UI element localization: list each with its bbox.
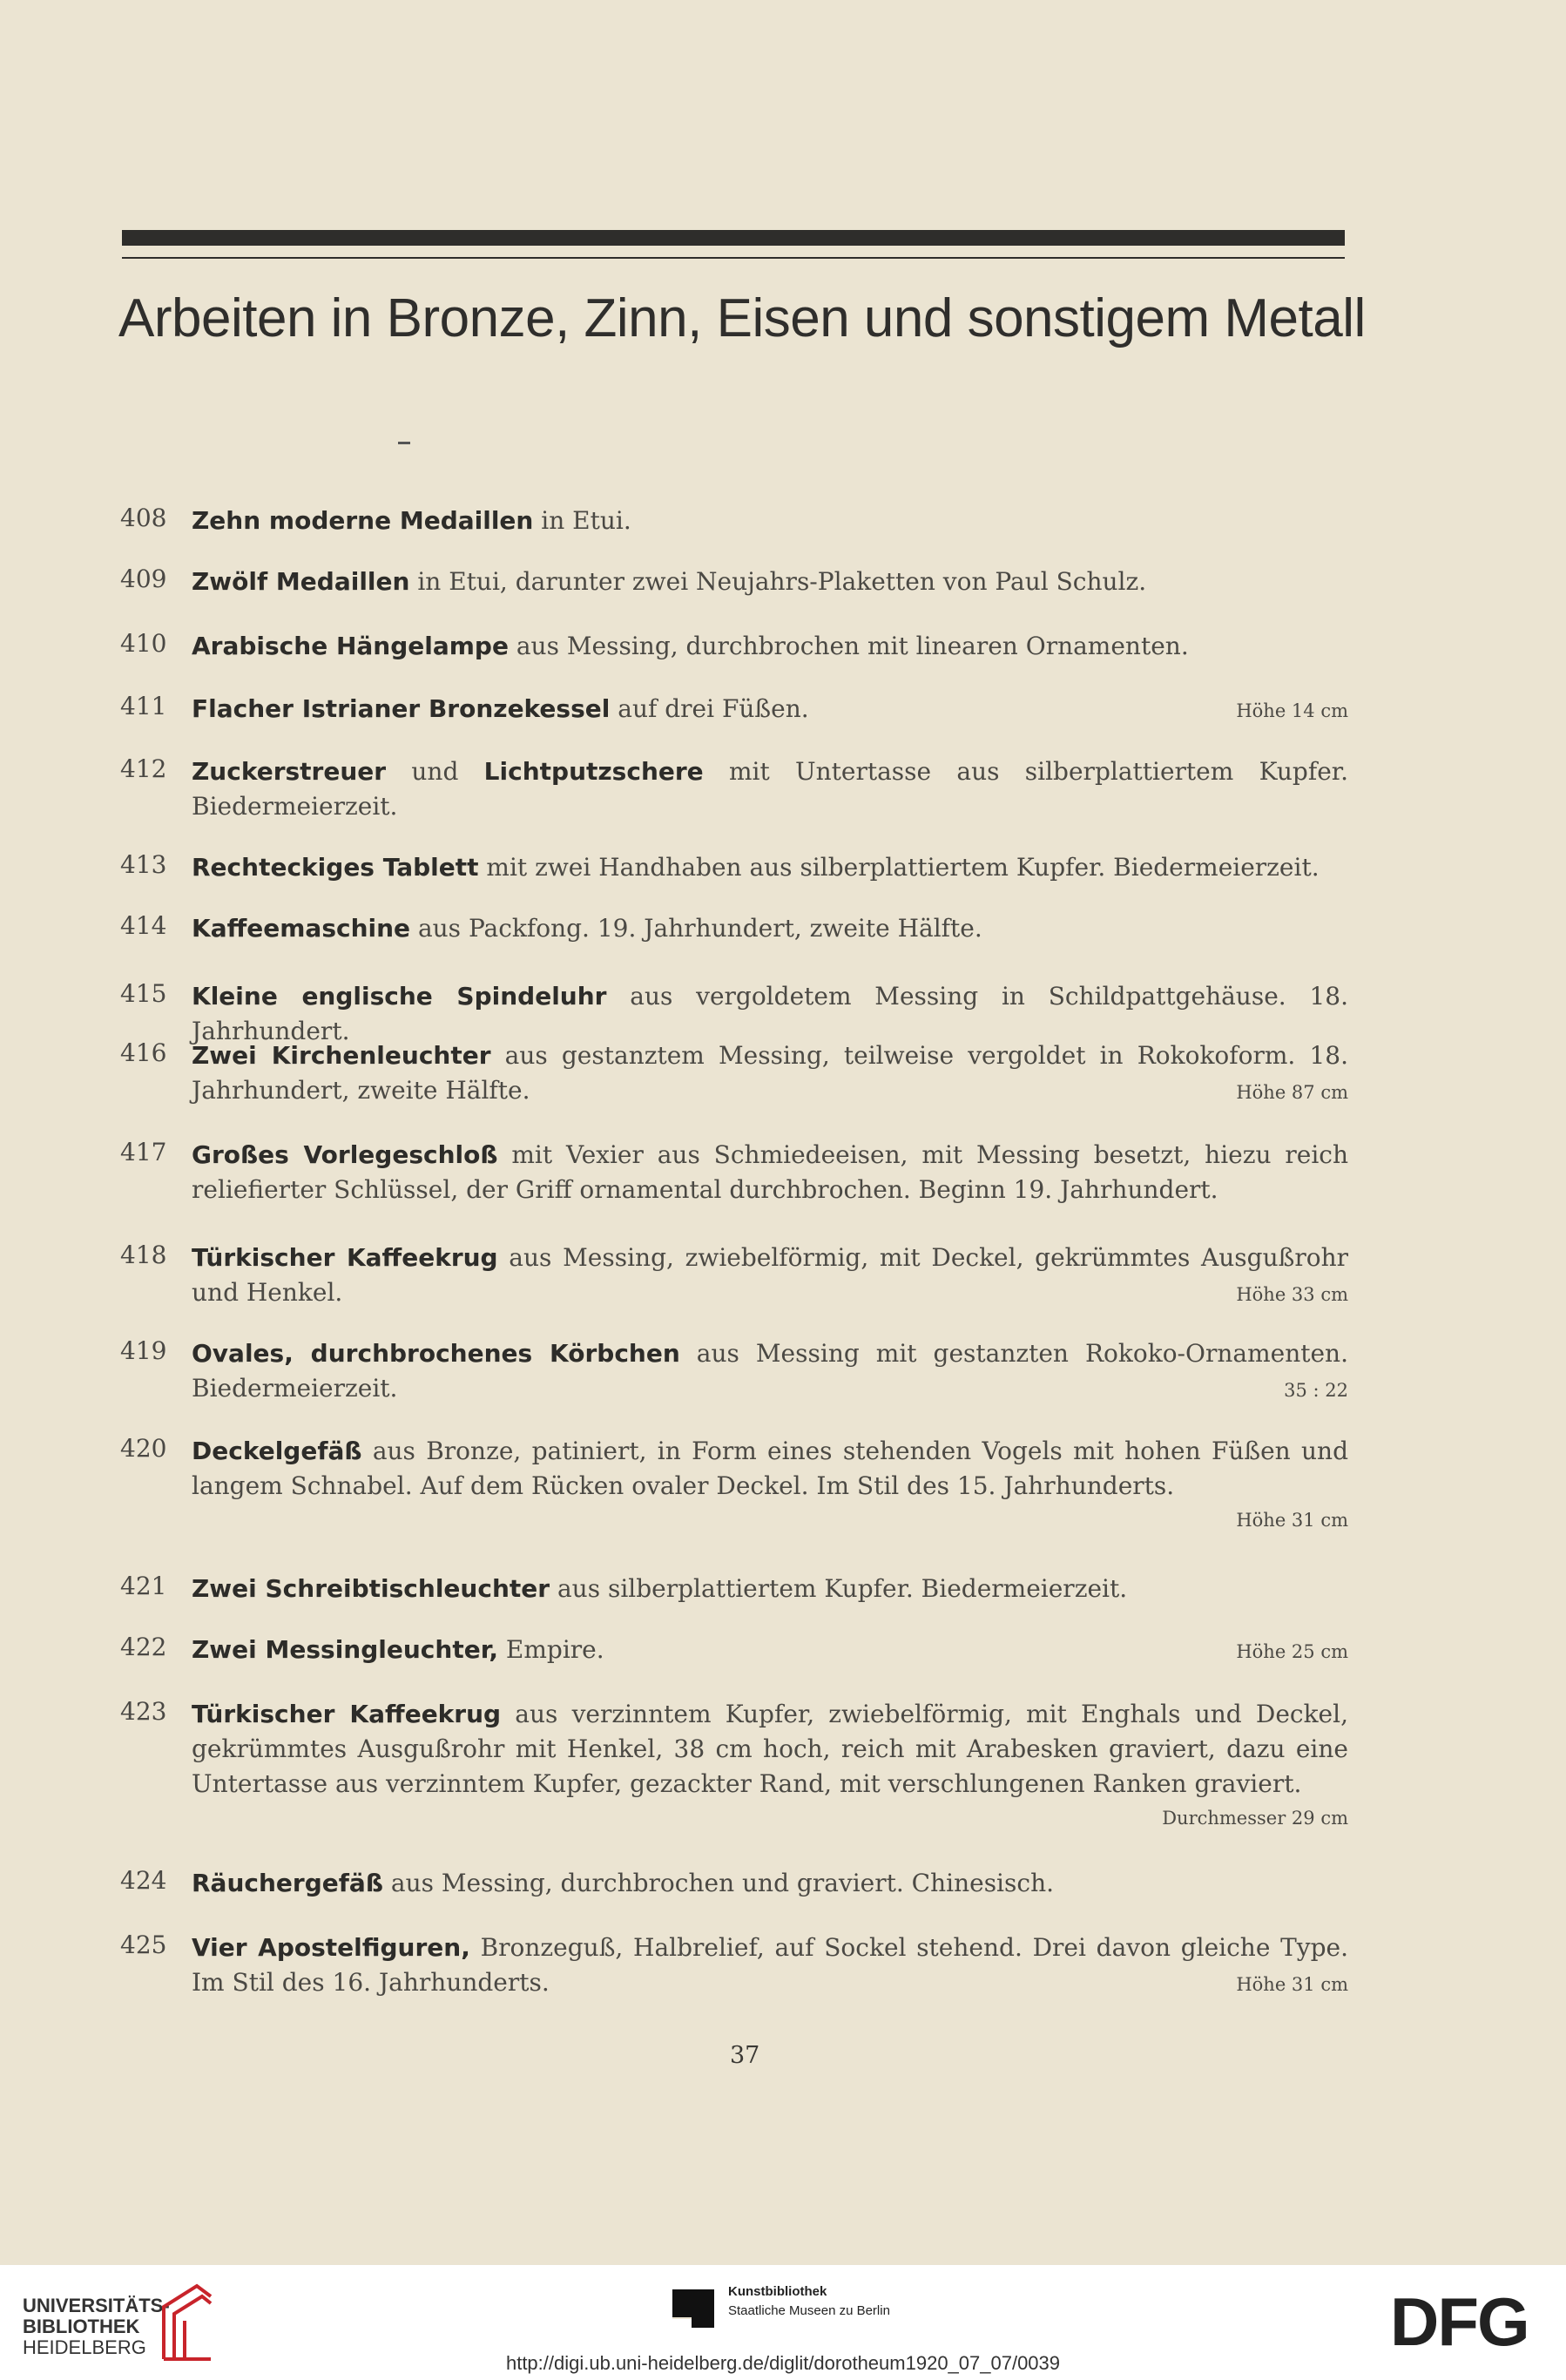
- lot-number: 418: [120, 1241, 167, 1269]
- lot-title: Türkischer Kaffeekrug: [192, 1700, 502, 1728]
- lot-description: aus vergoldetem Messing in Schildpattgehäuse. 18. Jahrhundert.: [192, 982, 1348, 1045]
- lot-description: aus Messing, zwiebelförmig, mit Deckel, gekrümmtes Ausgußrohr und Henkel.: [192, 1243, 1348, 1307]
- lot-description: aus Bronze, patiniert, in Form eines stehenden Vogels mit hohen Füßen und langem Schnabel. Auf dem Rücken ovaler Deckel. Im Stil des 15. Jahrhunderts.: [192, 1437, 1348, 1500]
- ub-line: UNIVERSITÄTS-: [23, 2295, 170, 2316]
- lot-number: 416: [120, 1038, 167, 1067]
- lot-number: 424: [120, 1866, 167, 1895]
- catalog-entry: [120, 1697, 1348, 1835]
- lot-title: Kaffeemaschine: [192, 914, 411, 943]
- ub-line: BIBLIOTHEK: [23, 2316, 140, 2337]
- lot-description: aus Packfong. 19. Jahrhundert, zweite Hälfte.: [410, 914, 982, 943]
- lot-number: 411: [120, 692, 167, 720]
- dfg-logo[interactable]: DFG: [1390, 2283, 1529, 2360]
- page-number: 37: [730, 2042, 760, 2069]
- lot-number: 409: [120, 565, 167, 593]
- lot-title: Kleine englische Spindeluhr: [192, 982, 607, 1011]
- lot-title: Räuchergefäß: [192, 1869, 383, 1897]
- lot-description: mit zwei Handhaben aus silberplattiertem Kupfer. Biedermeierzeit.: [478, 853, 1320, 882]
- lot-number: 422: [120, 1633, 167, 1661]
- lot-description: und: [386, 757, 484, 786]
- lot-measurement: Durchmesser 29 cm: [1162, 1808, 1348, 1829]
- lot-description: mit Vexier aus Schmiedeeisen, mit Messing besetzt, hiezu reich reliefierter Schlüssel, der Griff ornamental durchbrochen. Beginn 19. Jahrhundert.: [192, 1140, 1349, 1204]
- lot-description: aus gestanztem Messing, teilweise vergoldet in Rokokoform. 18. Jahrhundert, zweite Hälfte.: [192, 1041, 1348, 1105]
- lot-number: 412: [120, 754, 167, 783]
- catalog-entry: [120, 1241, 1348, 1312]
- lot-title: Zwölf Medaillen: [192, 567, 410, 596]
- lot-title: Deckelgefäß: [192, 1437, 362, 1465]
- header-rule-thick: [122, 230, 1345, 246]
- lot-measurement: Höhe 31 cm: [1236, 1974, 1348, 1995]
- lot-measurement: Höhe 33 cm: [1236, 1284, 1348, 1305]
- catalog-entry: [120, 504, 1348, 538]
- lot-title: Zehn moderne Medaillen: [192, 506, 534, 535]
- lot-number: 421: [120, 1572, 167, 1600]
- lot-description: aus Messing, durchbrochen mit linearen Ornamenten.: [508, 632, 1189, 660]
- catalog-entry: [120, 1572, 1348, 1606]
- lot-measurement: Höhe 14 cm: [1236, 700, 1348, 721]
- lot-title: Zwei Schreibtischleuchter: [192, 1574, 550, 1603]
- lot-title: Vier Apostelfiguren,: [192, 1933, 470, 1962]
- lot-title: Großes Vorlegeschloß: [192, 1140, 498, 1169]
- lot-description: mit Untertasse aus silberplattiertem Kupfer. Biedermeierzeit.: [192, 757, 1348, 821]
- lot-description: aus silberplattiertem Kupfer. Biedermeierzeit.: [550, 1574, 1128, 1603]
- lot-number: 417: [120, 1138, 167, 1166]
- lot-description: Empire.: [498, 1635, 604, 1664]
- lot-description: aus Messing, durchbrochen und graviert. Chinesisch.: [382, 1869, 1054, 1897]
- lot-number: 420: [120, 1434, 167, 1463]
- kb-line: Kunstbibliothek: [728, 2284, 827, 2299]
- lot-title: Rechteckiges Tablett: [192, 853, 479, 882]
- lot-number: 415: [120, 979, 167, 1008]
- lot-number: 414: [120, 911, 167, 940]
- catalog-entry: [120, 754, 1348, 824]
- ub-line: HEIDELBERG: [23, 2336, 146, 2358]
- catalog-entry: [120, 629, 1348, 664]
- lot-title: Zwei Messingleuchter,: [192, 1635, 499, 1664]
- lot-number: 410: [120, 629, 167, 658]
- lot-number: 419: [120, 1336, 167, 1365]
- lot-description: auf drei Füßen.: [610, 694, 809, 723]
- catalog-entry: [120, 850, 1348, 885]
- lot-title: Zuckerstreuer: [192, 757, 387, 786]
- kunstbibliothek-text[interactable]: [728, 2282, 890, 2321]
- lot-title: Arabische Hängelampe: [192, 632, 509, 660]
- lot-title: Ovales, durchbrochenes Körbchen: [192, 1339, 680, 1368]
- lot-number: 425: [120, 1930, 167, 1959]
- catalog-entry: [120, 1336, 1348, 1408]
- catalog-entry: [120, 1138, 1348, 1207]
- catalog-entry: [120, 565, 1348, 599]
- header-rule-thin: [122, 257, 1345, 259]
- lot-measurement: Höhe 87 cm: [1236, 1082, 1348, 1103]
- lot-description: in Etui.: [533, 506, 631, 535]
- lot-measurement: Höhe 25 cm: [1236, 1641, 1348, 1662]
- catalog-entry: [120, 1633, 1348, 1669]
- lot-description: aus Messing mit gestanzten Rokoko-Ornamenten. Biedermeierzeit.: [192, 1339, 1348, 1403]
- permalink-url[interactable]: http://digi.ub.uni-heidelberg.de/diglit/dorotheum1920_07_07/0039: [505, 2352, 1061, 2374]
- lot-description: in Etui, darunter zwei Neujahrs-Plaketten von Paul Schulz.: [409, 567, 1147, 596]
- lot-number: 413: [120, 850, 167, 879]
- lot-title: Flacher Istrianer Bronzekessel: [192, 694, 611, 723]
- lot-title: Zwei Kirchenleuchter: [192, 1041, 491, 1070]
- lot-description: Bronzeguß, Halbrelief, auf Sockel stehend. Drei davon gleiche Type. Im Stil des 16. Jahrhunderts.: [192, 1933, 1349, 1997]
- catalog-entry: [120, 1930, 1348, 2002]
- catalog-entry: [120, 1038, 1348, 1110]
- catalog-entry: [120, 911, 1348, 946]
- catalog-entry: [120, 692, 1348, 728]
- ornament-dash: [398, 442, 410, 444]
- catalog-entry: [120, 1434, 1348, 1537]
- lot-description: aus verzinntem Kupfer, zwiebelförmig, mit Enghals und Deckel, gekrümmtes Ausgußrohr mit Henkel, 38 cm hoch, reich mit Arabesken graviert, dazu eine Untertasse aus verzinntem Kupfer, gezackter Rand, mit verschlungenen Ranken graviert.: [192, 1700, 1348, 1798]
- catalog-entry: [120, 1866, 1348, 1901]
- lot-number: 423: [120, 1697, 167, 1726]
- kb-line: Staatliche Museen zu Berlin: [728, 2303, 890, 2318]
- ub-heidelberg-text[interactable]: [23, 2295, 170, 2358]
- lot-measurement: 35 : 22: [1284, 1380, 1348, 1401]
- section-title: Arbeiten in Bronze, Zinn, Eisen und sonstigem Metall: [118, 288, 1366, 348]
- lot-number: 408: [120, 504, 167, 532]
- lot-measurement: Höhe 31 cm: [1236, 1510, 1348, 1531]
- lot-title: Türkischer Kaffeekrug: [192, 1243, 498, 1272]
- kunstbibliothek-logo-icon[interactable]: [667, 2284, 719, 2333]
- lot-title-secondary: Lichtputzschere: [483, 757, 704, 786]
